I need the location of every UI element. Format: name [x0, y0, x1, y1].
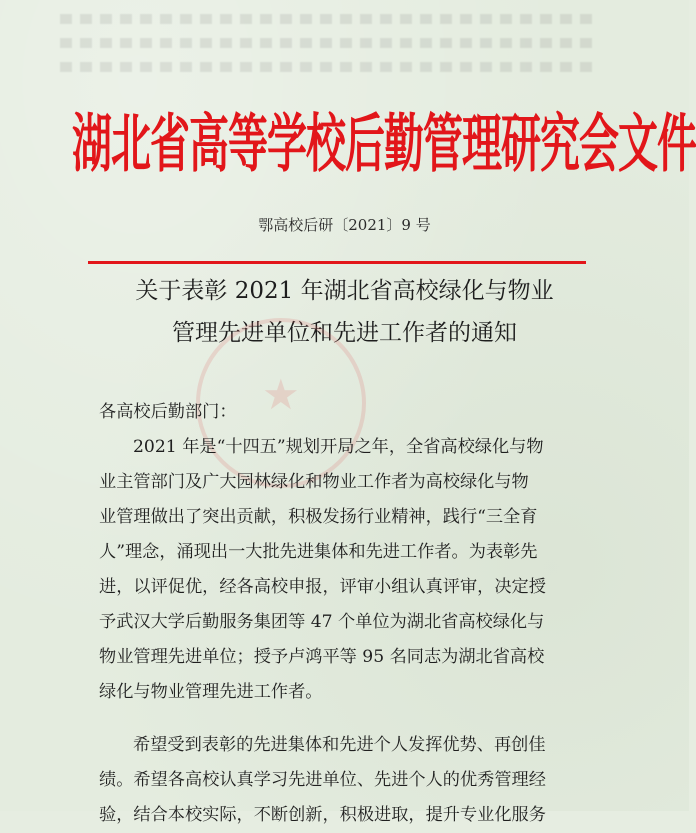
bleed-line	[60, 62, 599, 72]
paragraph-line: 进，以评促优，经各高校申报，评审小组认真评审，决定授	[99, 577, 546, 597]
notice-title-line: 管理先进单位和先进工作者的通知	[172, 320, 517, 346]
paragraph-line: 业管理做出了突出贡献，积极发扬行业精神，践行“三全育	[99, 507, 538, 527]
organization-title: 湖北省高等学校后勤管理研究会文件	[72, 107, 696, 182]
paragraph-line: 绿化与物业管理先进工作者。	[99, 682, 323, 702]
bleed-line	[60, 38, 599, 48]
salutation: 各高校后勤部门：	[99, 402, 237, 422]
red-divider	[88, 261, 586, 264]
paragraph-line: 希望受到表彰的先进集体和先进个人发挥优势、再创佳	[133, 735, 546, 755]
paragraph-line: 业主管部门及广大园林绿化和物业工作者为高校绿化与物	[99, 472, 529, 492]
paragraph-line: 绩。希望各高校认真学习先进单位、先进个人的优秀管理经	[99, 770, 546, 790]
notice-title	[0, 270, 689, 354]
paragraph-line: 2021 年是“十四五”规划开局之年，全省高校绿化与物	[133, 437, 544, 457]
notice-body	[99, 395, 599, 833]
paragraph-gap	[99, 710, 599, 728]
seal-star-icon: ★	[262, 370, 300, 419]
paragraph-line: 验，结合本校实际，不断创新，积极进取，提升专业化服务	[99, 805, 546, 825]
bleed-line	[60, 14, 599, 24]
document-number: 鄂高校后研〔2021〕9 号	[258, 216, 431, 234]
paragraph-1	[99, 430, 599, 710]
paragraph-line: 物业管理先进单位；授予卢鸿平等 95 名同志为湖北省高校	[99, 647, 545, 667]
paragraph-line: 人”理念，涌现出一大批先进集体和先进工作者。为表彰先	[99, 542, 538, 562]
paragraph-2	[99, 728, 599, 833]
notice-title-line: 关于表彰 2021 年湖北省高校绿化与物业	[135, 278, 554, 304]
paragraph-line: 予武汉大学后勤服务集团等 47 个单位为湖北省高校绿化与	[99, 612, 545, 632]
